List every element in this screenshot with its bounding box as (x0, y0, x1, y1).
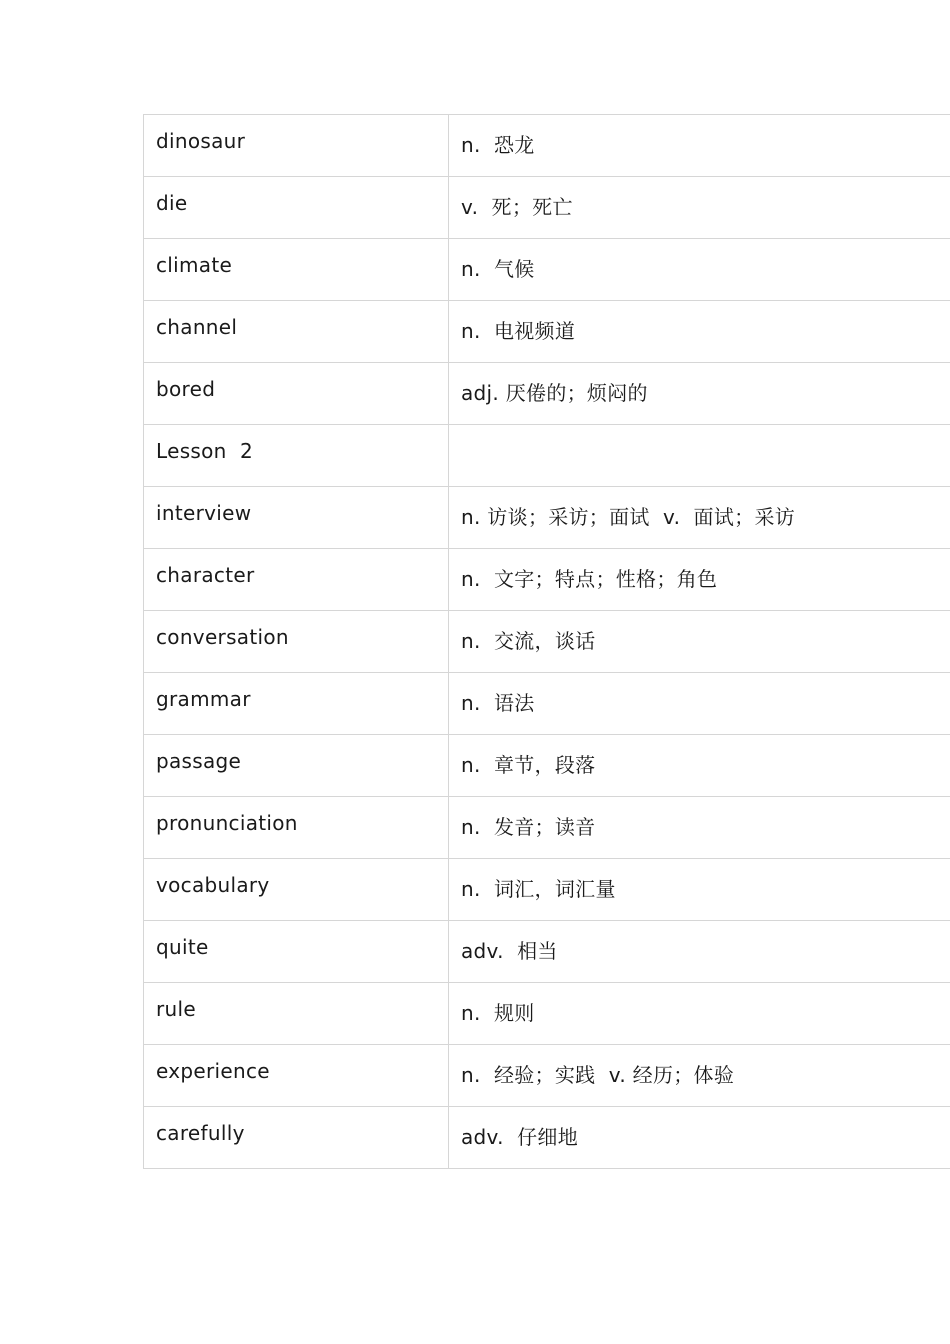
table-row (144, 177, 950, 239)
meaning-cell: n. 词汇，词汇量 (449, 859, 950, 921)
table-row (144, 983, 950, 1045)
table-row (144, 115, 950, 177)
word-cell: climate (144, 239, 449, 301)
word-cell: character (144, 549, 449, 611)
word-cell: channel (144, 301, 449, 363)
table-row (144, 301, 950, 363)
table-row (144, 611, 950, 673)
table-row (144, 549, 950, 611)
word-cell: quite (144, 921, 449, 983)
word-cell: rule (144, 983, 449, 1045)
meaning-cell: n. 电视频道 (449, 301, 950, 363)
table-row (144, 797, 950, 859)
word-cell: interview (144, 487, 449, 549)
meaning-cell: n. 章节，段落 (449, 735, 950, 797)
meaning-cell: n. 语法 (449, 673, 950, 735)
lesson-heading: Lesson 2 (144, 425, 449, 487)
meaning-cell: n. 恐龙 (449, 115, 950, 177)
table-row (144, 673, 950, 735)
word-cell: bored (144, 363, 449, 425)
meaning-cell: n. 交流，谈话 (449, 611, 950, 673)
table-row (144, 487, 950, 549)
meaning-cell (449, 425, 950, 487)
word-cell: carefully (144, 1107, 449, 1169)
word-cell: dinosaur (144, 115, 449, 177)
meaning-cell: adv. 仔细地 (449, 1107, 950, 1169)
word-cell: experience (144, 1045, 449, 1107)
meaning-cell: adv. 相当 (449, 921, 950, 983)
word-cell: conversation (144, 611, 449, 673)
word-cell: grammar (144, 673, 449, 735)
word-cell: vocabulary (144, 859, 449, 921)
table-row (144, 239, 950, 301)
word-cell: passage (144, 735, 449, 797)
meaning-cell: n. 气候 (449, 239, 950, 301)
word-cell: die (144, 177, 449, 239)
word-cell: pronunciation (144, 797, 449, 859)
lesson-heading-row (144, 425, 950, 487)
table-row (144, 735, 950, 797)
table-row (144, 921, 950, 983)
table-row (144, 1107, 950, 1169)
vocabulary-table (143, 114, 950, 1169)
meaning-cell: n. 访谈；采访；面试 v. 面试；采访 (449, 487, 950, 549)
meaning-cell: n. 规则 (449, 983, 950, 1045)
meaning-cell: n. 发音；读音 (449, 797, 950, 859)
meaning-cell: n. 文字；特点；性格；角色 (449, 549, 950, 611)
table-row (144, 363, 950, 425)
table-row (144, 1045, 950, 1107)
meaning-cell: adj. 厌倦的；烦闷的 (449, 363, 950, 425)
table-row (144, 859, 950, 921)
meaning-cell: n. 经验；实践 v. 经历；体验 (449, 1045, 950, 1107)
meaning-cell: v. 死；死亡 (449, 177, 950, 239)
